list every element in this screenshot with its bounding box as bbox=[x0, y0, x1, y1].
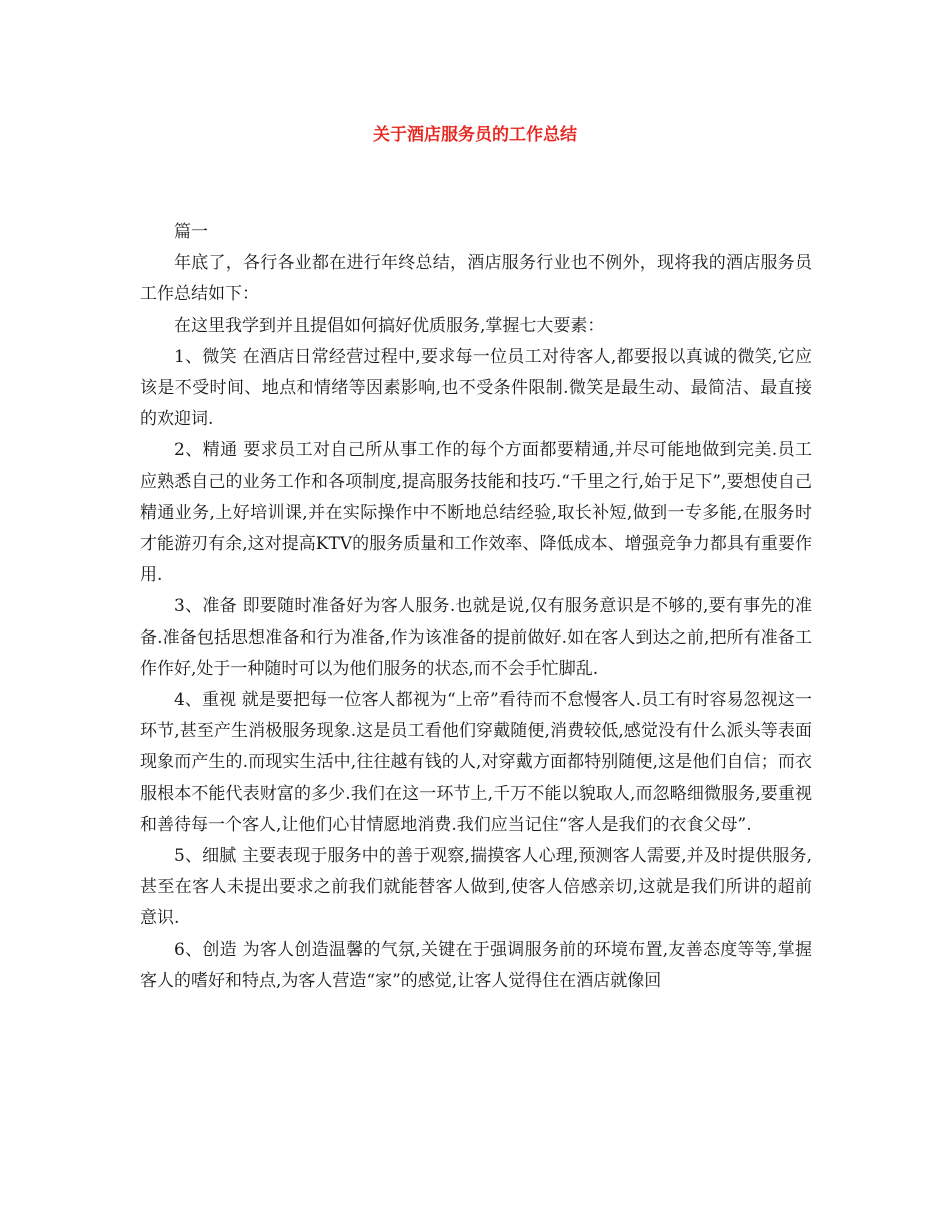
paragraph-intro: 年底了，各行各业都在进行年终总结，酒店服务行业也不例外，现将我的酒店服务员工作总结如下： bbox=[140, 253, 812, 305]
paragraph-creation: 6、创造 为客人创造温馨的气氛,关键在于强调服务前的环境布置,友善态度等等,掌握客人的嗜好和特点,为客人营造“家”的感觉,让客人觉得住在酒店就像回 bbox=[140, 939, 812, 991]
paragraph-meticulous: 5、细腻 主要表现于服务中的善于观察,揣摸客人心理,预测客人需要,并及时提供服务,甚至在客人未提出要求之前我们就能替客人做到,使客人倍感亲切,这就是我们所讲的超前意识. bbox=[140, 846, 812, 929]
section-heading: 篇一 bbox=[174, 222, 208, 242]
paragraph-proficiency: 2、精通 要求员工对自己所从事工作的每个方面都要精通,并尽可能地做到完美.员工应熟悉自己的业务工作和各项制度,提高服务技能和技巧.“千里之行,始于足下”,要想使自己精通业务,上好培训课,并在实际操作中不断地总结经验,取长补短,做到一专多能,在服务时才能游刃有余,这对提高KTV的服务质量和工作效率、降低成本、增强竞争力都具有重要作用. bbox=[140, 440, 812, 586]
document-title: 关于酒店服务员的工作总结 bbox=[373, 125, 577, 145]
document-body bbox=[140, 217, 812, 997]
paragraph-smile: 1、微笑 在酒店日常经营过程中,要求每一位员工对待客人,都要报以真诚的微笑,它应该是不受时间、地点和情绪等因素影响,也不受条件限制.微笑是最生动、最简洁、最直接的欢迎词. bbox=[140, 346, 812, 430]
paragraph-preparation: 3、准备 即要随时准备好为客人服务.也就是说,仅有服务意识是不够的,要有事先的准备.准备包括思想准备和行为准备,作为该准备的提前做好.如在客人到达之前,把所有准备工作作好,处于一种随时可以为他们服务的状态,而不会手忙脚乱. bbox=[140, 596, 812, 679]
paragraph-lead: 在这里我学到并且提倡如何搞好优质服务,掌握七大要素： bbox=[174, 315, 605, 336]
paragraph-attention: 4、重视 就是要把每一位客人都视为“上帝”看待而不怠慢客人.员工有时容易忽视这一环节,甚至产生消极服务现象.这是员工看他们穿戴随便,消费较低,感觉没有什么派头等表面现象而产生的.而现实生活中,往往越有钱的人,对穿戴方面都特别随便,这是他们自信；而衣服根本不能代表财富的多少.我们在这一环节上,千万不能以貌取人,而忽略细微服务,要重视和善待每一个客人,让他们心甘情愿地消费.我们应当记住“客人是我们的衣食父母”. bbox=[140, 690, 812, 835]
